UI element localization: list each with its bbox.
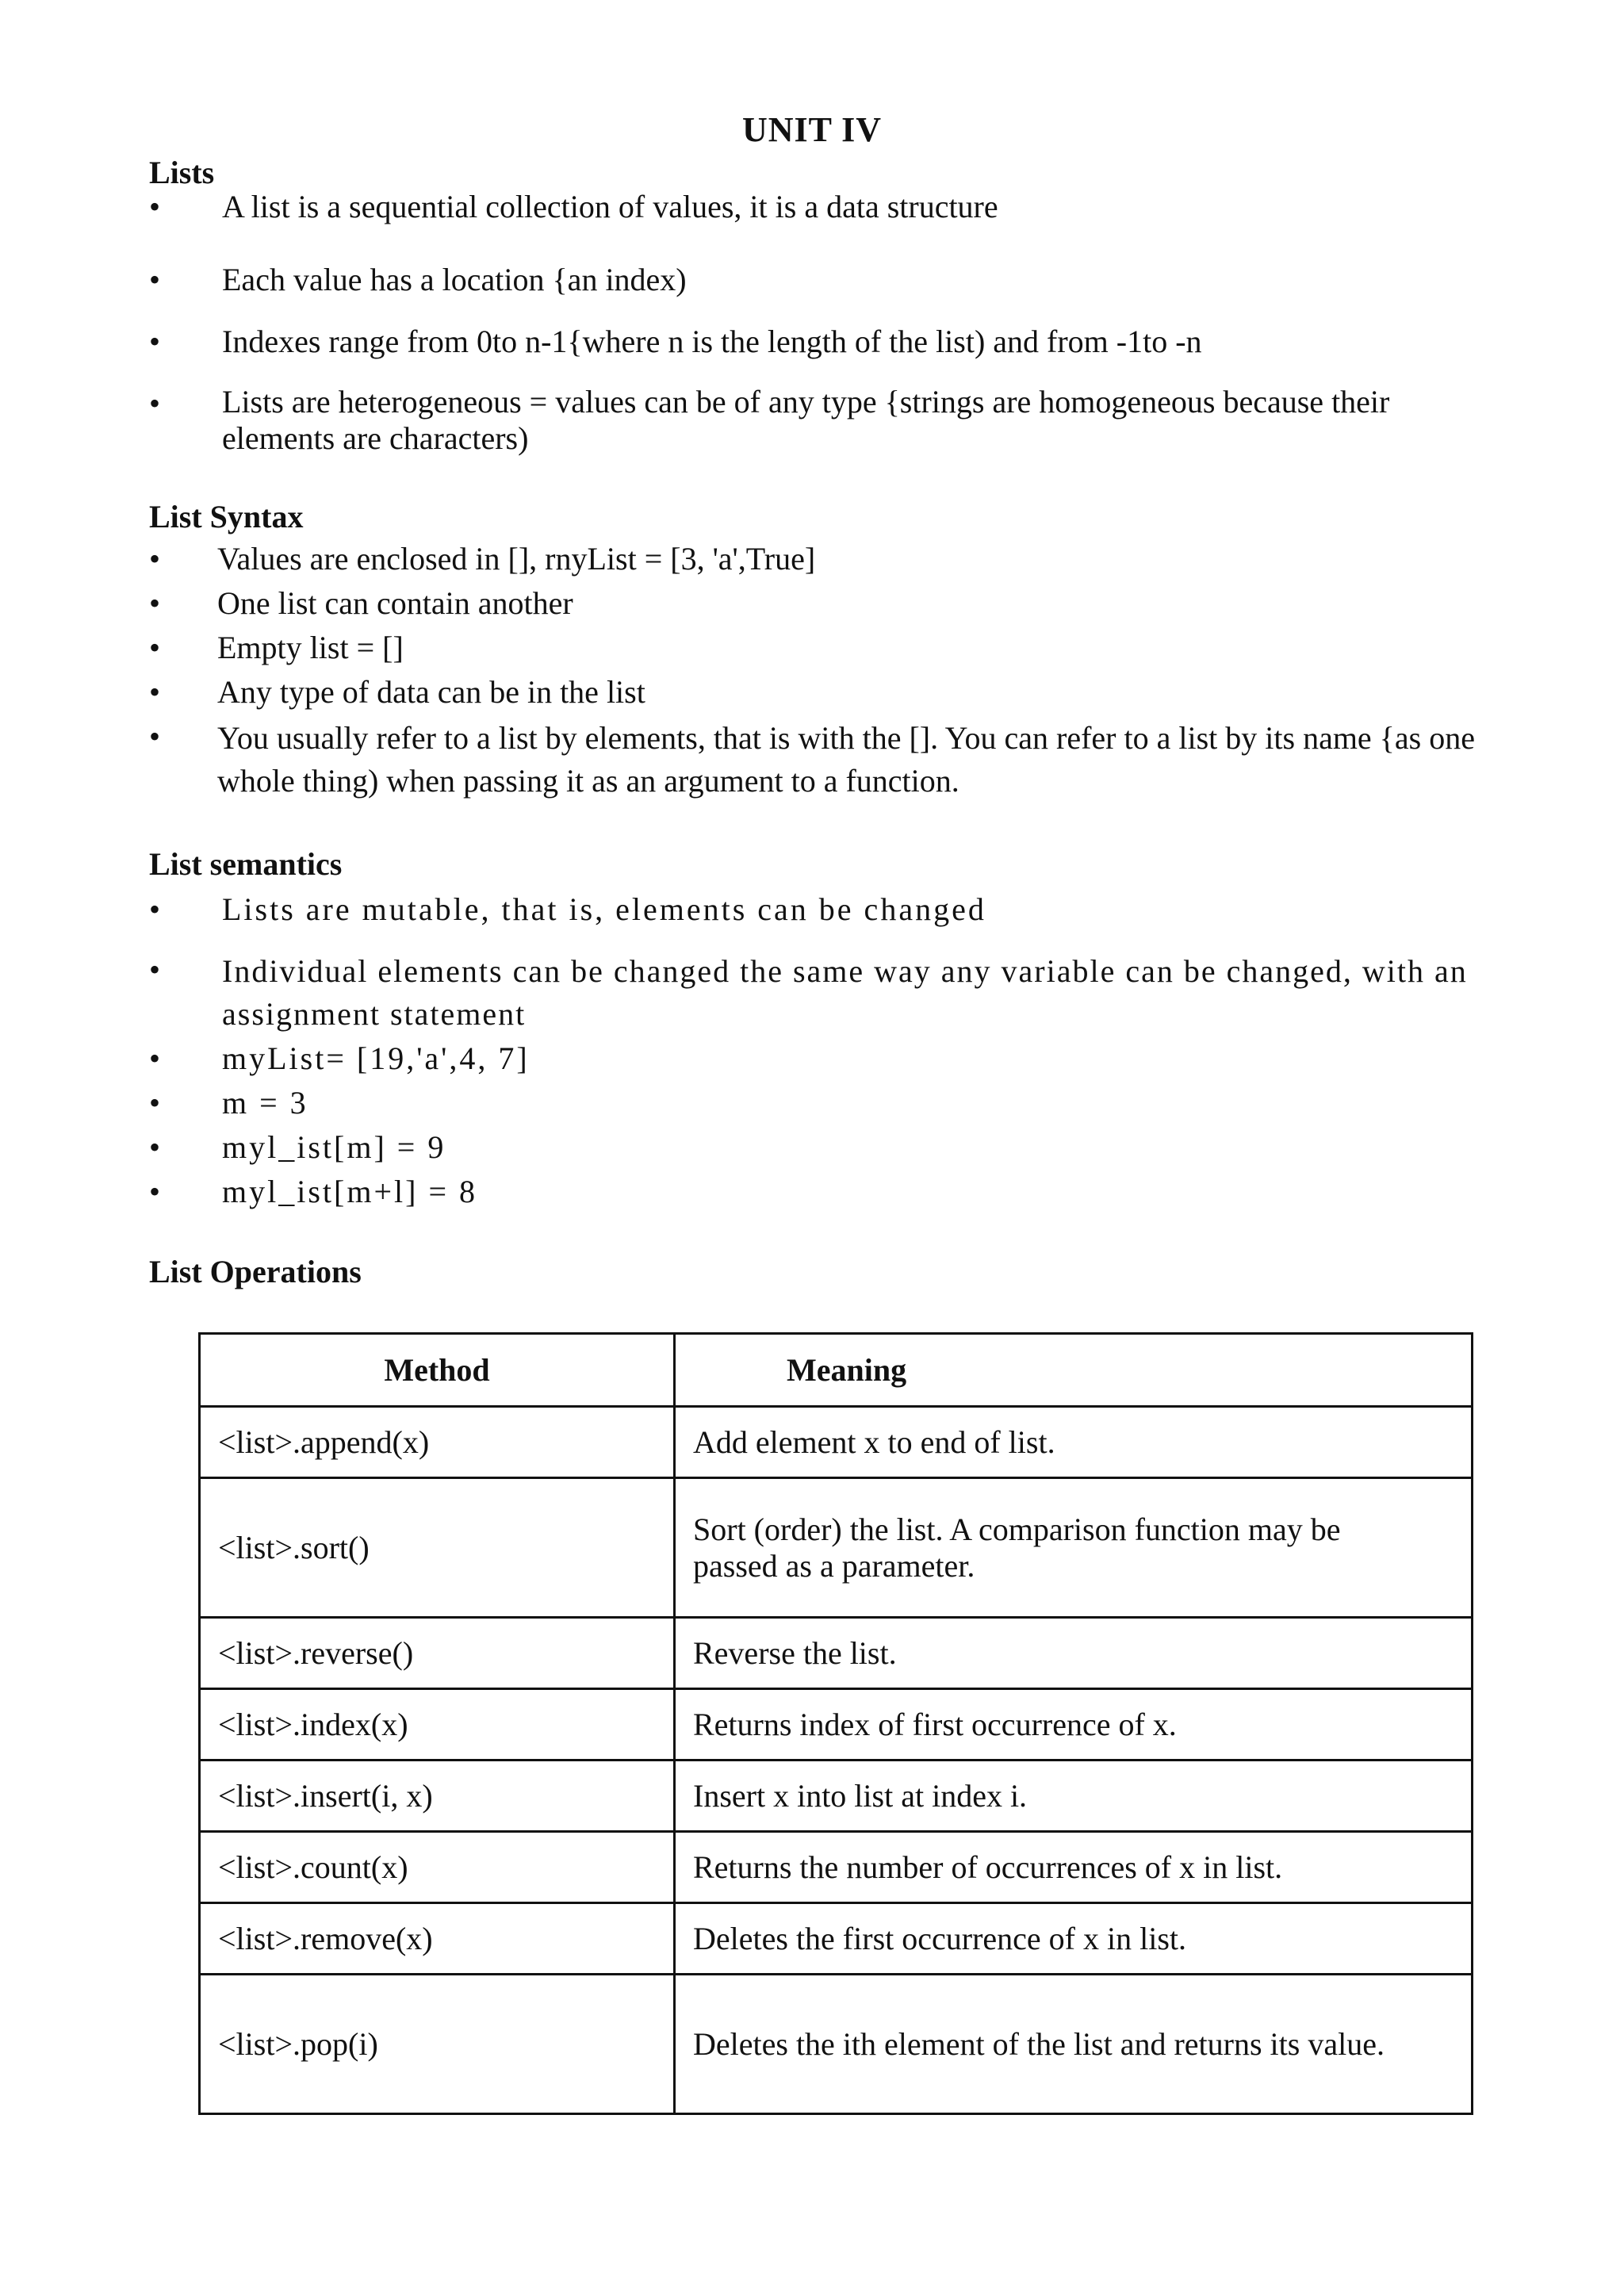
bullet-icon: • — [149, 1085, 161, 1121]
heading-list-operations: List Operations — [149, 1254, 362, 1289]
list-item: Lists are heterogeneous = values can be of any type {strings are homogeneous because their elements are characters) — [222, 384, 1390, 456]
unit-title: UNIT IV — [741, 110, 883, 149]
table-row — [200, 1761, 1473, 1832]
list-item: A list is a sequential collection of values, it is a data structure — [222, 189, 998, 224]
heading-list-syntax: List Syntax — [149, 499, 304, 534]
method-cell: <list>.append(x) — [200, 1407, 675, 1478]
meaning-cell: Returns the number of occurrences of x in list. — [675, 1832, 1473, 1903]
bullet-icon: • — [149, 541, 161, 577]
bullet-icon: • — [149, 262, 161, 297]
method-cell: <list>.index(x) — [200, 1689, 675, 1761]
table-row — [200, 1478, 1473, 1618]
table-header-meaning: Meaning — [675, 1334, 1473, 1407]
bullet-icon: • — [149, 1174, 161, 1209]
list-item: Values are enclosed in [], rnyList = [3, 'a',True] — [217, 541, 816, 577]
method-cell: <list>.insert(i, x) — [200, 1761, 675, 1832]
list-item: Any type of data can be in the list — [217, 674, 645, 710]
table-row — [200, 1832, 1473, 1903]
table-header-method: Method — [200, 1334, 675, 1407]
meaning-cell: Add element x to end of list. — [675, 1407, 1473, 1478]
meaning-cell: Deletes the first occurrence of x in list. — [675, 1903, 1473, 1975]
heading-lists: Lists — [149, 155, 215, 190]
meaning-cell: Returns index of first occurrence of x. — [675, 1689, 1473, 1761]
method-cell: <list>.sort() — [200, 1478, 675, 1618]
bullet-icon: • — [149, 1040, 161, 1076]
list-item: m = 3 — [222, 1085, 308, 1121]
bullet-icon: • — [149, 891, 161, 927]
bullet-icon: • — [149, 189, 161, 224]
table-row — [200, 1903, 1473, 1975]
list-item: One list can contain another — [217, 585, 573, 621]
list-item: myl_ist[m+l] = 8 — [222, 1174, 478, 1209]
heading-list-semantics: List semantics — [149, 846, 343, 882]
list-item: myList= [19,'a',4, 7] — [222, 1040, 530, 1076]
meaning-cell: Sort (order) the list. A comparison function may be passed as a parameter. — [675, 1478, 1473, 1618]
meaning-cell: Insert x into list at index i. — [675, 1761, 1473, 1832]
list-item: Each value has a location {an index) — [222, 262, 687, 297]
bullet-icon: • — [149, 952, 161, 987]
method-cell: <list>.remove(x) — [200, 1903, 675, 1975]
bullet-icon: • — [149, 718, 161, 754]
meaning-cell: Deletes the ith element of the list and returns its value. — [675, 1975, 1473, 2114]
list-item: Empty list = [] — [217, 630, 404, 665]
list-item: Indexes range from 0to n-1{where n is the length of the list) and from -1to -n — [222, 324, 1202, 359]
bullet-icon: • — [149, 585, 161, 621]
bullet-icon: • — [149, 324, 161, 359]
list-operations-table — [198, 1332, 1473, 2115]
list-item: myl_ist[m] = 9 — [222, 1129, 446, 1165]
method-cell: <list>.pop(i) — [200, 1975, 675, 2114]
bullet-icon: • — [149, 1129, 161, 1165]
method-cell: <list>.count(x) — [200, 1832, 675, 1903]
bullet-icon: • — [149, 385, 161, 421]
list-item: Lists are mutable, that is, elements can be changed — [222, 891, 986, 927]
table-row — [200, 1689, 1473, 1761]
bullet-icon: • — [149, 674, 161, 710]
table-row — [200, 1407, 1473, 1478]
bullet-icon: • — [149, 630, 161, 665]
table-header-row — [200, 1334, 1473, 1407]
meaning-cell: Reverse the list. — [675, 1618, 1473, 1689]
method-cell: <list>.reverse() — [200, 1618, 675, 1689]
list-item: Individual elements can be changed the same way any variable can be changed, with an assignment statement — [222, 953, 1468, 1032]
table-row — [200, 1618, 1473, 1689]
list-item: You usually refer to a list by elements, that is with the []. You can refer to a list by its name {as one whole thing) when passing it as an argument to a function. — [217, 720, 1475, 799]
table-row — [200, 1975, 1473, 2114]
